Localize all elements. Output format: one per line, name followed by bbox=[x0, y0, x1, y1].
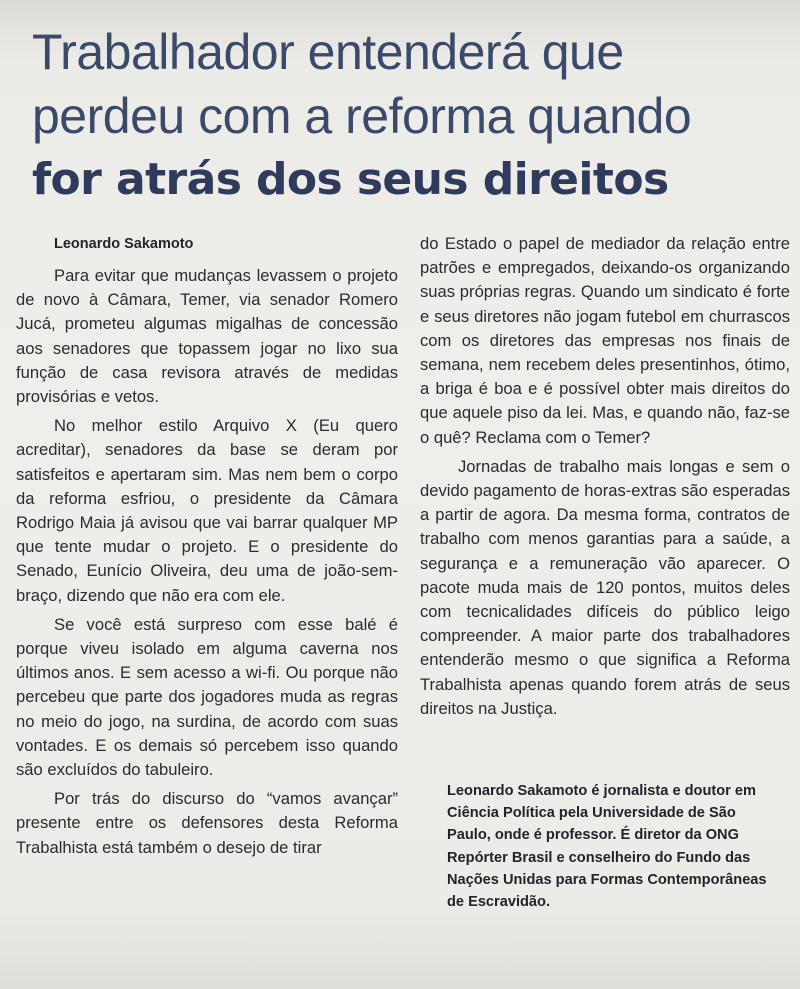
body-paragraph: Se você está surpreso com esse balé é porque viveu isolado em alguma caverna nos últimos anos. E sem acesso a wi-fi. Ou porque não percebeu que parte dos jogadores muda as regras no meio do jogo, na surdina, de acordo com suas vontades. E os demais só percebem isso quando são excluídos do tabuleiro. bbox=[16, 614, 398, 780]
headline bbox=[32, 20, 792, 212]
headline-line-3: for atrás dos seus direitos bbox=[32, 154, 669, 205]
body-paragraph: Por trás do discurso do “vamos avançar” presente entre os defensores desta Reforma Trabalhista está também o desejo de tirar bbox=[16, 789, 398, 857]
headline-line-1: Trabalhador entenderá que bbox=[32, 24, 624, 80]
headline-line-2: perdeu com a reforma quando bbox=[32, 88, 692, 144]
body-paragraph-continued: do Estado o papel de mediador da relação entre patrões e empregados, deixando-os organizando suas próprias regras. Quando um sindicato é forte e seus diretores não jogam futebol em churrascos com os diretores das empresas nos finais de semana, nem recebem deles presentinhos, ótimo, a briga é boa e é possível obter mais direitos do que aquele piso da lei. Mas, e quando não, faz-se o quê? Reclama com o Temer? bbox=[420, 234, 790, 447]
body-paragraph: Jornadas de trabalho mais longas e sem o devido pagamento de horas-extras são esperadas a partir de agora. Da mesma forma, contratos de trabalho com menos garantias para a saúde, a segurança e a remuneração vão aparecer. O pacote muda mais de 120 pontos, muitos deles com tecnicalidades difíceis do público leigo compreender. A maior parte dos trabalhadores entenderão mesmo o que significa a Reforma Trabalhista apenas quando forem atrás de seus direitos na Justiça. bbox=[420, 456, 790, 718]
author-bio: Leonardo Sakamoto é jornalista e doutor em Ciência Política pela Universidade de São Paulo, onde é professor. É diretor da ONG Repórter Brasil e conselheiro do Fundo das Nações Unidas para Formas Contemporâneas de Escravidão. bbox=[447, 783, 767, 911]
body-paragraph: Para evitar que mudanças levassem o projeto de novo à Câmara, Temer, via senador Romero Jucá, prometeu algumas migalhas de concessão aos senadores que topassem jogar no lixo sua função de casa revisora através de medidas provisórias e vetos. bbox=[16, 266, 398, 407]
article-column-right bbox=[420, 232, 790, 721]
byline: Leonardo Sakamoto bbox=[54, 236, 194, 252]
article-column-left bbox=[16, 232, 398, 860]
body-paragraph: No melhor estilo Arquivo X (Eu quero acreditar), senadores da base se deram por satisfeitos e apertaram sim. Mas nem bem o corpo da reforma esfriou, o presidente da Câmara Rodrigo Maia já avisou que vai barrar qualquer MP que tente mudar o projeto. E o presidente do Senado, Eunício Oliveira, deu uma de joão-sem-braço, dizendo que não era com ele. bbox=[16, 416, 398, 605]
